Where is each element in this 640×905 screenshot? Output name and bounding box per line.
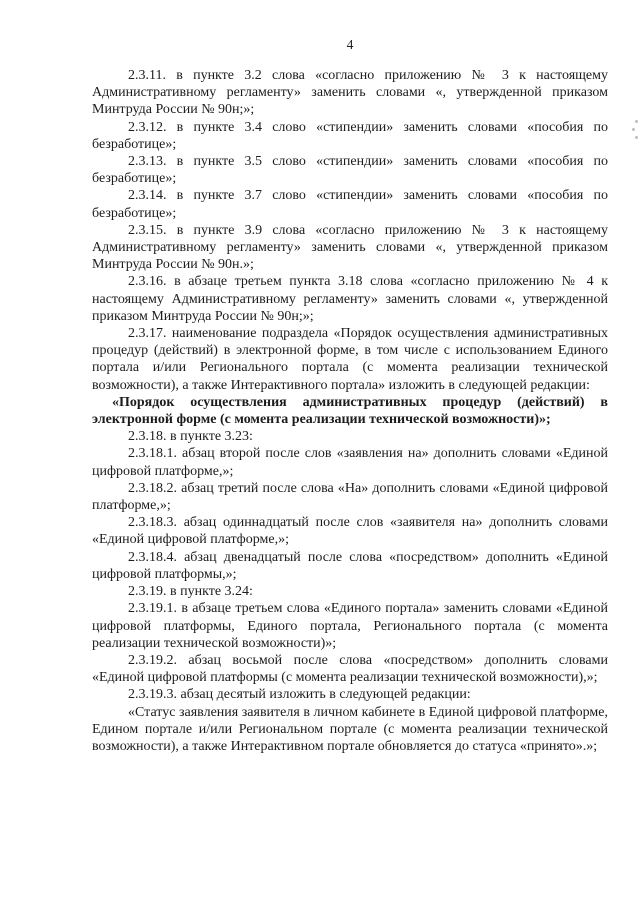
paragraph-2-3-19-2: 2.3.19.2. абзац восьмой после слова «посредством» дополнить словами «Единой цифровой платформы (с момента реализации технической возможности),»; [92,652,608,686]
scan-speck [635,136,638,139]
scan-speck [635,120,638,123]
amendments-list [92,67,608,755]
paragraph-2-3-19-1: 2.3.19.1. в абзаце третьем слова «Единого портала» заменить словами «Единой цифровой платформы, Единого портала, Регионального портала (с момента реализации технической возможности)»; [92,601,608,651]
paragraph-2-3-18-3: 2.3.18.3. абзац одиннадцатый после слов «заявителя на» дополнить словами «Единой цифровой платформе,»; [92,515,608,548]
paragraph-2-3-18-1: 2.3.18.1. абзац второй после слов «заявления на» дополнить словами «Единой цифровой платформе,»; [92,446,608,479]
paragraph-2-3-13: 2.3.13. в пункте 3.5 слово «стипендии» заменить словами «пособия по безработице»; [92,154,608,187]
quoted-new-text: «Статус заявления заявителя в личном кабинете в Единой цифровой платформе, Едином портале и/или Региональном портале (с момента реализации технической возможности), а также Интерактивном портале обновляется до статуса «принято».»; [92,704,608,754]
paragraph-2-3-19-3: 2.3.19.3. абзац десятый изложить в следующей редакции: [128,687,471,703]
page-number: 4 [346,37,354,52]
paragraph-2-3-12: 2.3.12. в пункте 3.4 слово «стипендии» заменить словами «пособия по безработице»; [92,119,608,152]
new-subsection-title: «Порядок осуществления административных процедур (действий) в электронной форме (с момента реализации технической возможности)»; [92,394,608,428]
paragraph-2-3-15: 2.3.15. в пункте 3.9 слова «согласно приложению № 3 к настоящему Административному регламенту» заменить словами «, утвержденной приказом Минтруда России № 90н.»; [92,222,608,273]
paragraph-2-3-16: 2.3.16. в абзаце третьем пункта 3.18 слова «согласно приложению № 4 к настоящему Административному регламенту» заменить словами «, утвержденной приказом Минтруда России № 90н;»; [92,274,608,324]
paragraph-2-3-11: 2.3.11. в пункте 3.2 слова «согласно приложению № 3 к настоящему Административному регламенту» заменить словами «, утвержденной приказом Минтруда России № 90н;»; [92,68,608,118]
paragraph-2-3-18-4: 2.3.18.4. абзац двенадцатый после слова «посредством» дополнить «Единой цифровой платформы,»; [92,549,608,582]
scan-speck [632,128,635,131]
paragraph-2-3-18-2: 2.3.18.2. абзац третий после слова «На» дополнить словами «Единой цифровой платформе,»; [92,480,608,514]
paragraph-2-3-17: 2.3.17. наименование подраздела «Порядок осуществления административных процедур (действий) в электронной форме, в том числе с использованием Единого портала и/или Регионального портала (с момента реализации технической возможности), а также Интерактивного портала» изложить в следующей редакции: [92,326,608,393]
paragraph-2-3-19: 2.3.19. в пункте 3.24: [128,584,253,600]
paragraph-2-3-14: 2.3.14. в пункте 3.7 слово «стипендии» заменить словами «пособия по безработице»; [92,188,608,221]
paragraph-2-3-18: 2.3.18. в пункте 3.23: [128,429,253,445]
